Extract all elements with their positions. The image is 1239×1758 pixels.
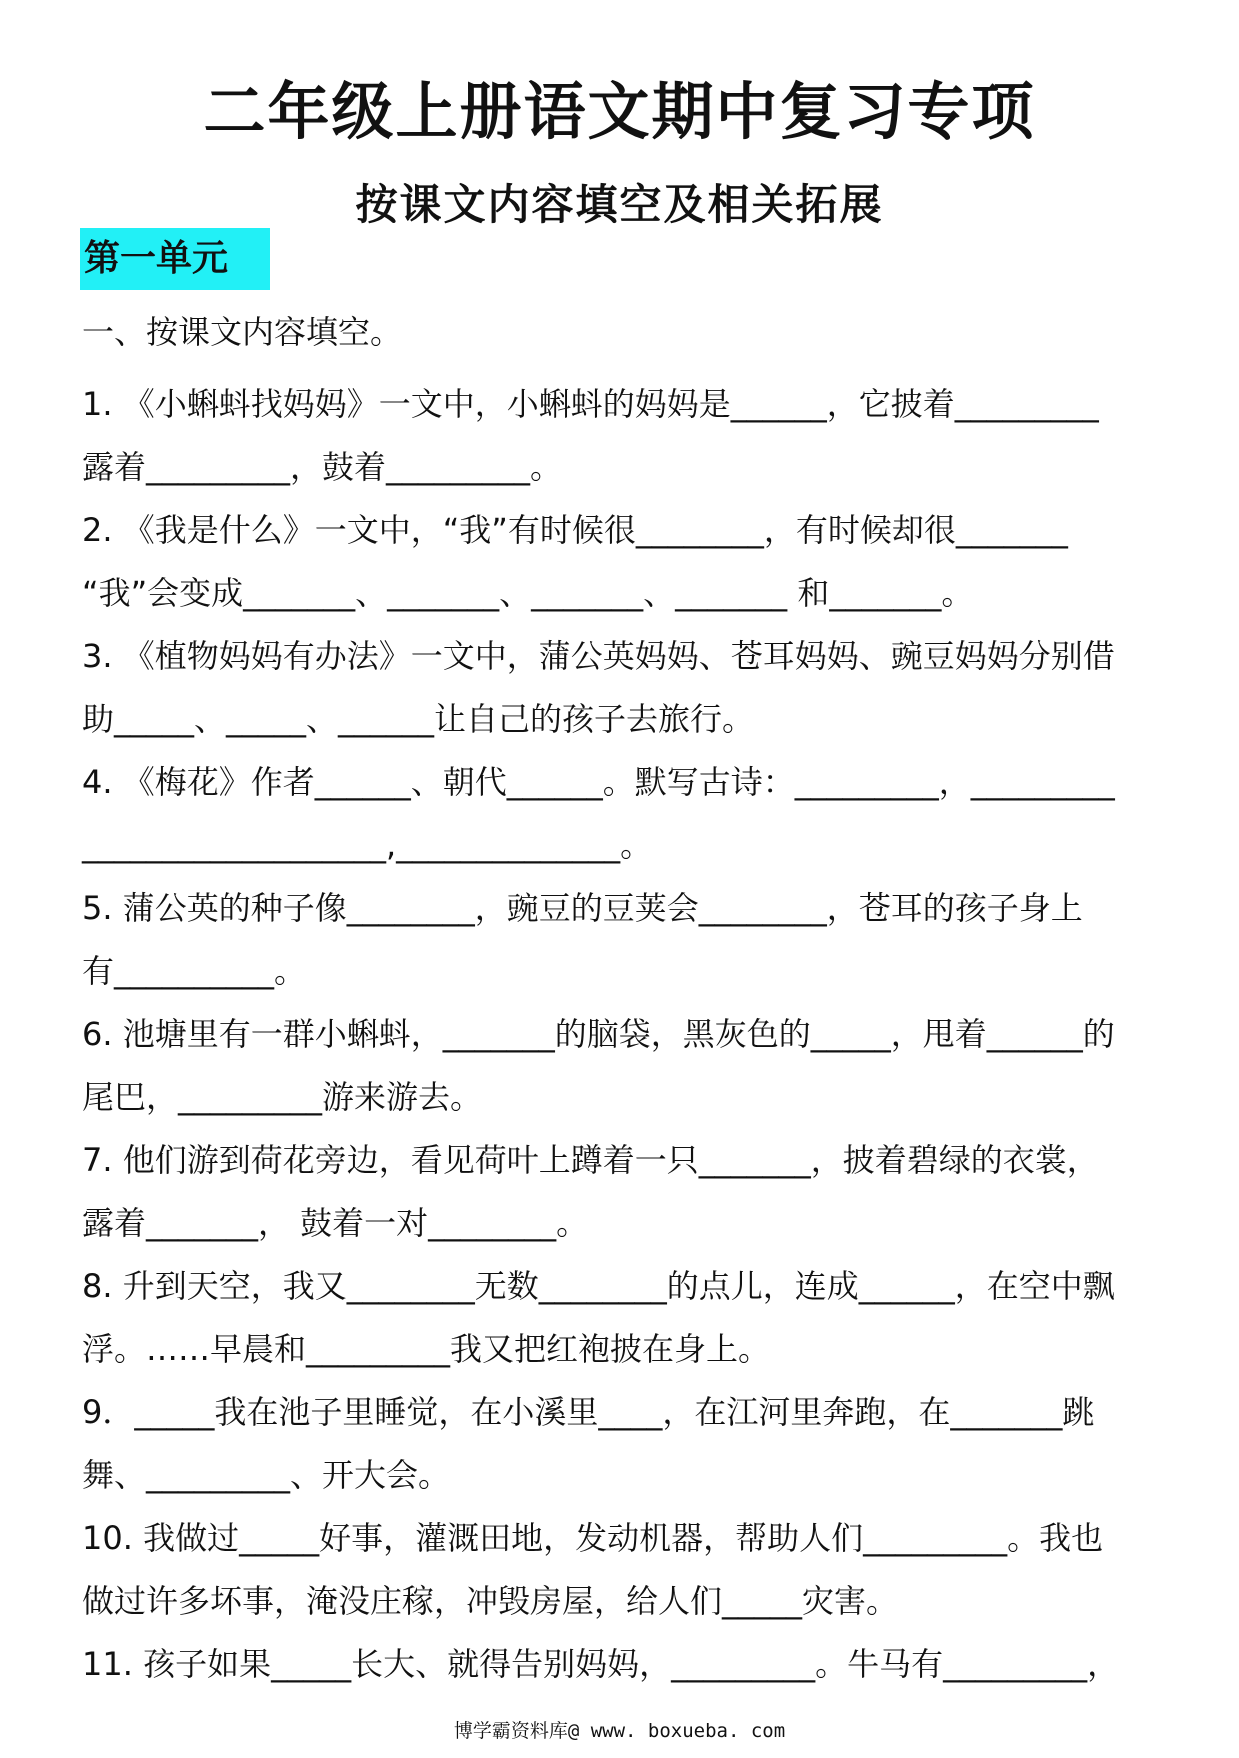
question-line: 露着_________，鼓着_________。 [82,448,563,486]
question-4 [82,751,1172,877]
question-line: 露着_______， 鼓着一对________。 [82,1204,589,1242]
question-line: 7. 他们游到荷花旁边，看见荷叶上蹲着一只_______，披着碧绿的衣裳， [82,1141,1099,1179]
question-line: 9．_____我在池子里睡觉，在小溪里____，在江河里奔跑，在_______跳 [82,1393,1095,1431]
footer-watermark: 博学霸资料库@ www. boxueba. com [453,1720,786,1742]
question-7 [82,1129,1172,1255]
question-list [82,373,1172,1696]
question-3 [82,625,1172,751]
question-line: 2. 《我是什么》一文中，“我”有时候很________，有时候却很_______ [82,511,1068,549]
question-10 [82,1507,1172,1633]
question-line: 助_____、_____、______让自己的孩子去旅行。 [82,700,755,738]
page-title: 二年级上册语文期中复习专项 [203,75,1036,148]
question-line: 有__________。 [82,952,307,990]
question-line: 10. 我做过_____好事，灌溉田地，发动机器，帮助人们_________。我也 [82,1519,1104,1557]
question-line: 做过许多坏事，淹没庄稼，冲毁房屋，给人们_____灾害。 [82,1582,899,1620]
unit-label: 第一单元 [80,228,270,290]
question-line: 1. 《小蝌蚪找妈妈》一文中，小蝌蚪的妈妈是______，它披着_________ [82,385,1099,423]
question-line: 3. 《植物妈妈有办法》一文中，蒲公英妈妈、苍耳妈妈、豌豆妈妈分别借 [82,637,1115,675]
question-line: 浮。……早晨和_________我又把红袍披在身上。 [82,1330,771,1368]
question-line: 6. 池塘里有一群小蝌蚪，_______的脑袋，黑灰色的_____，甩着______的 [82,1015,1115,1053]
question-line: 尾巴，_________游来游去。 [82,1078,483,1116]
question-6 [82,1003,1172,1129]
question-line: “我”会变成_______、_______、_______、_______ 和_______。 [82,574,974,612]
page-subtitle: 按课文内容填空及相关拓展 [355,180,884,229]
question-2 [82,499,1172,625]
question-line: 4. 《梅花》作者______、朝代______。默写古诗：_________，_________ [82,763,1115,801]
question-1 [82,373,1172,499]
question-9 [82,1381,1172,1507]
question-line: 11. 孩子如果_____长大、就得告别妈妈，_________。牛马有_________， [82,1645,1120,1683]
question-line: ___________________,______________。 [82,826,653,864]
question-5 [82,877,1172,1003]
section-heading: 一、按课文内容填空。 [82,313,403,351]
question-line: 8. 升到天空，我又________无数________的点儿，连成______，在空中飘 [82,1267,1115,1305]
question-11 [82,1633,1172,1696]
question-8 [82,1255,1172,1381]
question-line: 5. 蒲公英的种子像________，豌豆的豆荚会________，苍耳的孩子身上 [82,889,1083,927]
question-line: 舞、_________、开大会。 [82,1456,451,1494]
